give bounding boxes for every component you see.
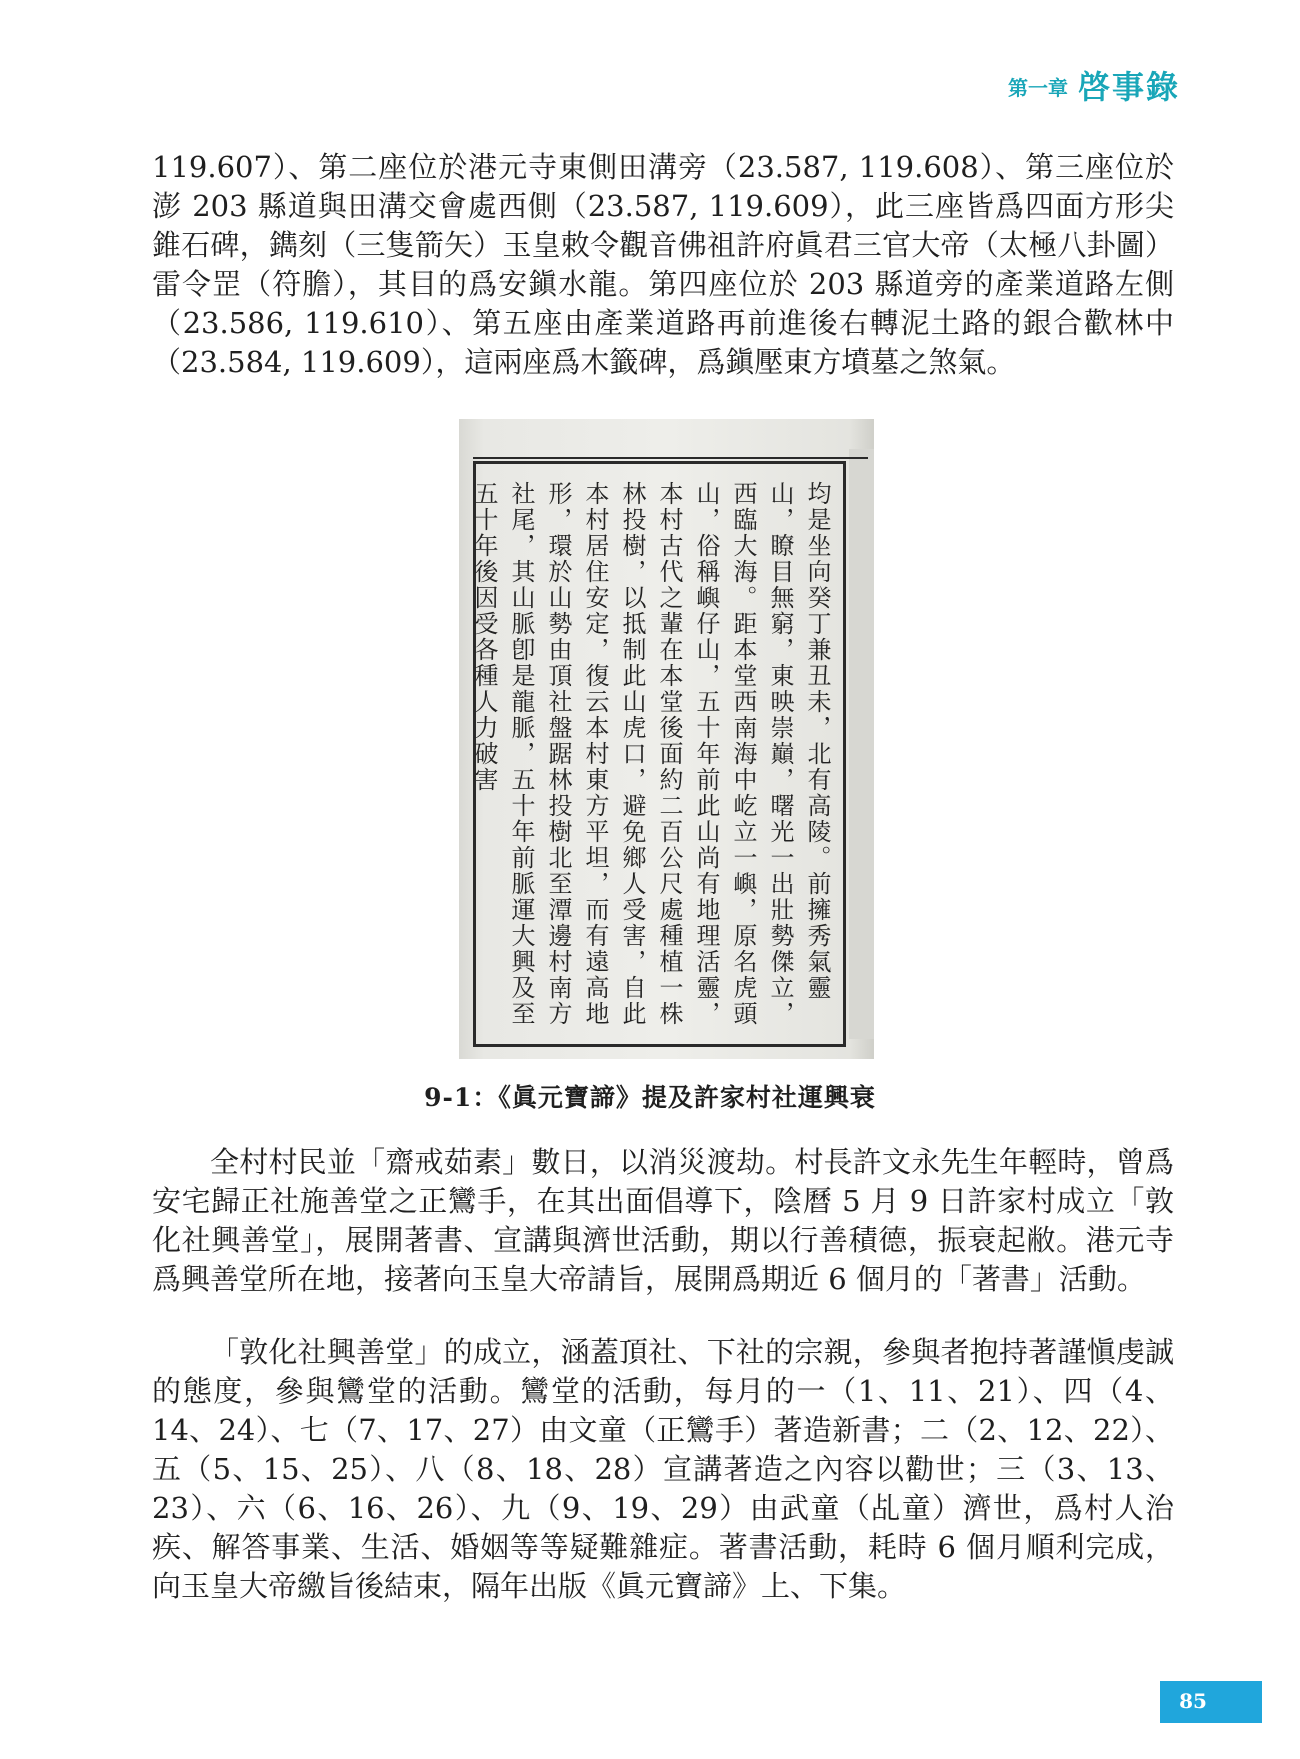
body-paragraph-2: 全村村民並「齋戒茹素」數日，以消災渡劫。村長許文永先生年輕時，曾爲安宅歸正社施善堂之正鸞手，在其出面倡導下，陰曆 5 月 9 日許家村成立「敦化社興善堂」，展開著書、宣講與濟世活動，期以行善積德，振衰起敝。港元寺爲興善堂所在地，接著向玉皇大帝請旨，展開爲期近 6 個月的「著書」活動。 — [152, 1145, 1174, 1296]
scanned-book-page-figure — [459, 419, 874, 1059]
scan-vertical-text: 均是坐向癸丁兼丑未，北有高陵。前擁秀氣靈山，瞭目無窮，東映崇巔，曙光一出壯勢傑立，西臨大海。距本堂西南海中屹立一嶼，原名虎頭山，俗稱嶼仔山，五十年前此山尚有地理活靈，本村古代之輩在本堂後面約二百公尺處種植一株林投樹，以抵制此山虎口，避免鄉人受害，自此本村居住安定，復云本村東方平坦，而有遠高地形，環於山勢由頂社盤踞林投樹北至潭邊村南方社尾，其山脈卽是龍脈，五十年前脈運大興及至五十年後因受各種人力破害 — [470, 481, 831, 1027]
body-paragraph-1: 119.607）、第二座位於港元寺東側田溝旁（23.587, 119.608）、第三座位於澎 203 縣道與田溝交會處西側（23.587, 119.609），此三座皆爲四面方形尖錐石碑，鐫刻（三隻箭矢）玉皇敕令觀音佛祖許府眞君三官大帝（太極八卦圖）雷令罡（符膽），其目的爲安鎭水龍。第四座位於 203 縣道旁的產業道路左側（23.586, 119.610）、第五座由產業道路再前進後右轉泥土路的銀合歡林中（23.584, 119.609），這兩座爲木籤碑，爲鎭壓東方墳墓之煞氣。 — [152, 150, 1174, 379]
scan-binding-edge — [849, 449, 874, 1039]
page-number: 85 — [1179, 1689, 1207, 1713]
section-title: 啓事錄 — [1077, 68, 1180, 106]
figure-caption: 9-1：《眞元寶諦》提及許家村社運興衰 — [424, 1083, 876, 1112]
running-header — [1008, 62, 1180, 108]
scan-column-rule — [843, 461, 846, 1044]
page-number-tab — [1160, 1681, 1262, 1723]
scan-top-rule — [473, 457, 868, 459]
body-paragraph-3: 「敦化社興善堂」的成立，涵蓋頂社、下社的宗親，參與者抱持著謹愼虔誠的態度，參與鸞堂的活動。鸞堂的活動，每月的一（1、11、21）、四（4、14、24）、七（7、17、27）由文童（正鸞手）著造新書；二（2、12、22）、五（5、15、25）、八（8、18、28）宣講著造之內容以勸世；三（3、13、23）、六（6、16、26）、九（9、19、29）由武童（乩童）濟世，爲村人治疾、解答事業、生活、婚姻等等疑難雜症。著書活動，耗時 6 個月順利完成，向玉皇大帝繳旨後結束，隔年出版《眞元寶諦》上、下集。 — [152, 1335, 1174, 1603]
chapter-label: 第一章 — [1007, 76, 1068, 100]
